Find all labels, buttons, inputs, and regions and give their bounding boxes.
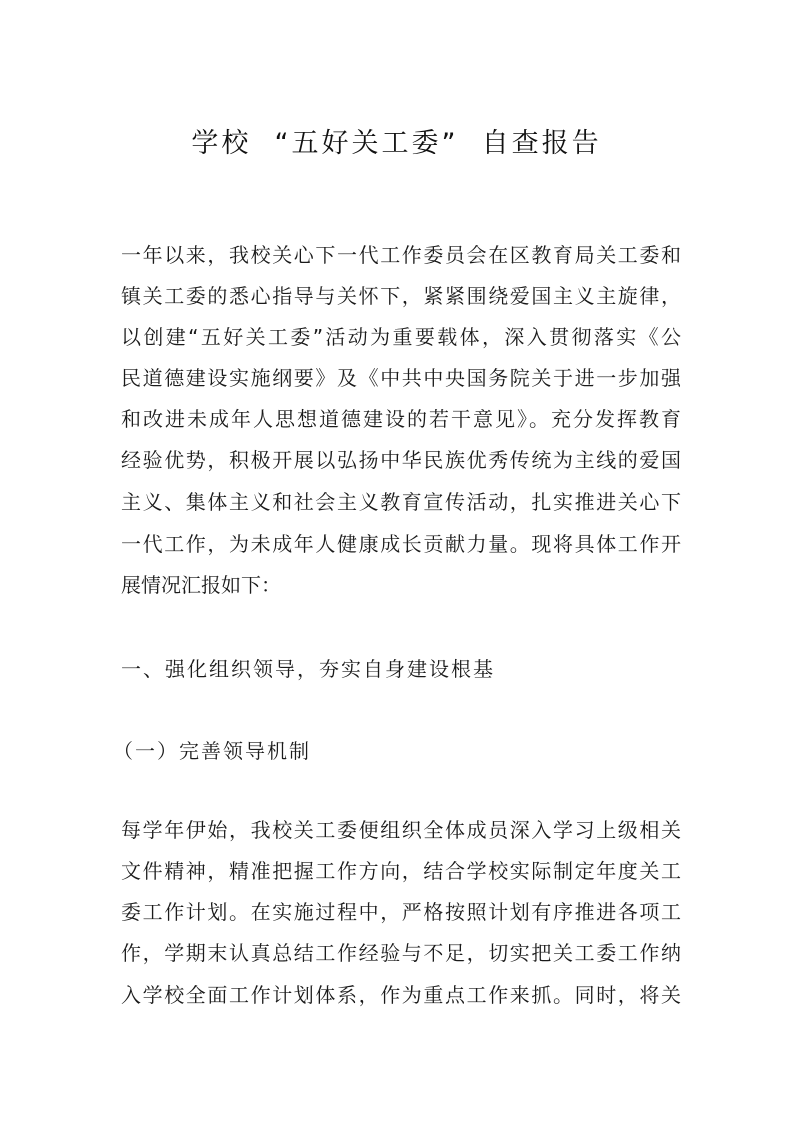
intro-line: 以创建“五好关工委”活动为重要载体，深入贯彻落实《公 xyxy=(121,325,681,349)
intro-line: 镇关工委的悉心指导与关怀下，紧紧围绕爱国主义主旋律， xyxy=(121,284,681,308)
intro-line: 一年以来，我校关心下一代工作委员会在区教育局关工委和 xyxy=(121,243,681,267)
intro-line: 和改进未成年人思想道德建设的若干意见》。充分发挥教育 xyxy=(121,407,681,431)
body-line: 入学校全面工作计划体系，作为重点工作来抓。同时，将关 xyxy=(121,983,681,1007)
subsection-1-heading: （一）完善领导机制 xyxy=(113,739,311,763)
intro-line: 展情况汇报如下： xyxy=(121,573,281,597)
section-1-heading: 一、强化组织领导，夯实自身建设根基 xyxy=(121,657,495,681)
body-line: 委工作计划。在实施过程中，严格按照计划有序推进各项工 xyxy=(121,900,681,924)
body-line: 文件精神，精准把握工作方向，结合学校实际制定年度关工 xyxy=(121,859,681,883)
intro-line: 一代工作，为未成年人健康成长贡献力量。现将具体工作开 xyxy=(121,532,681,556)
intro-line: 民道德建设实施纲要》及《中共中央国务院关于进一步加强 xyxy=(121,366,681,390)
body-line: 每学年伊始，我校关工委便组织全体成员深入学习上级相关 xyxy=(121,818,681,842)
intro-line: 主义、集体主义和社会主义教育宣传活动，扎实推进关心下 xyxy=(121,490,681,514)
body-line: 作，学期末认真总结工作经验与不足，切实把关工委工作纳 xyxy=(121,941,681,965)
document-title: 学校 “五好关工委” 自查报告 xyxy=(191,128,602,159)
intro-line: 经验优势，积极开展以弘扬中华民族优秀传统为主线的爱国 xyxy=(121,448,681,472)
